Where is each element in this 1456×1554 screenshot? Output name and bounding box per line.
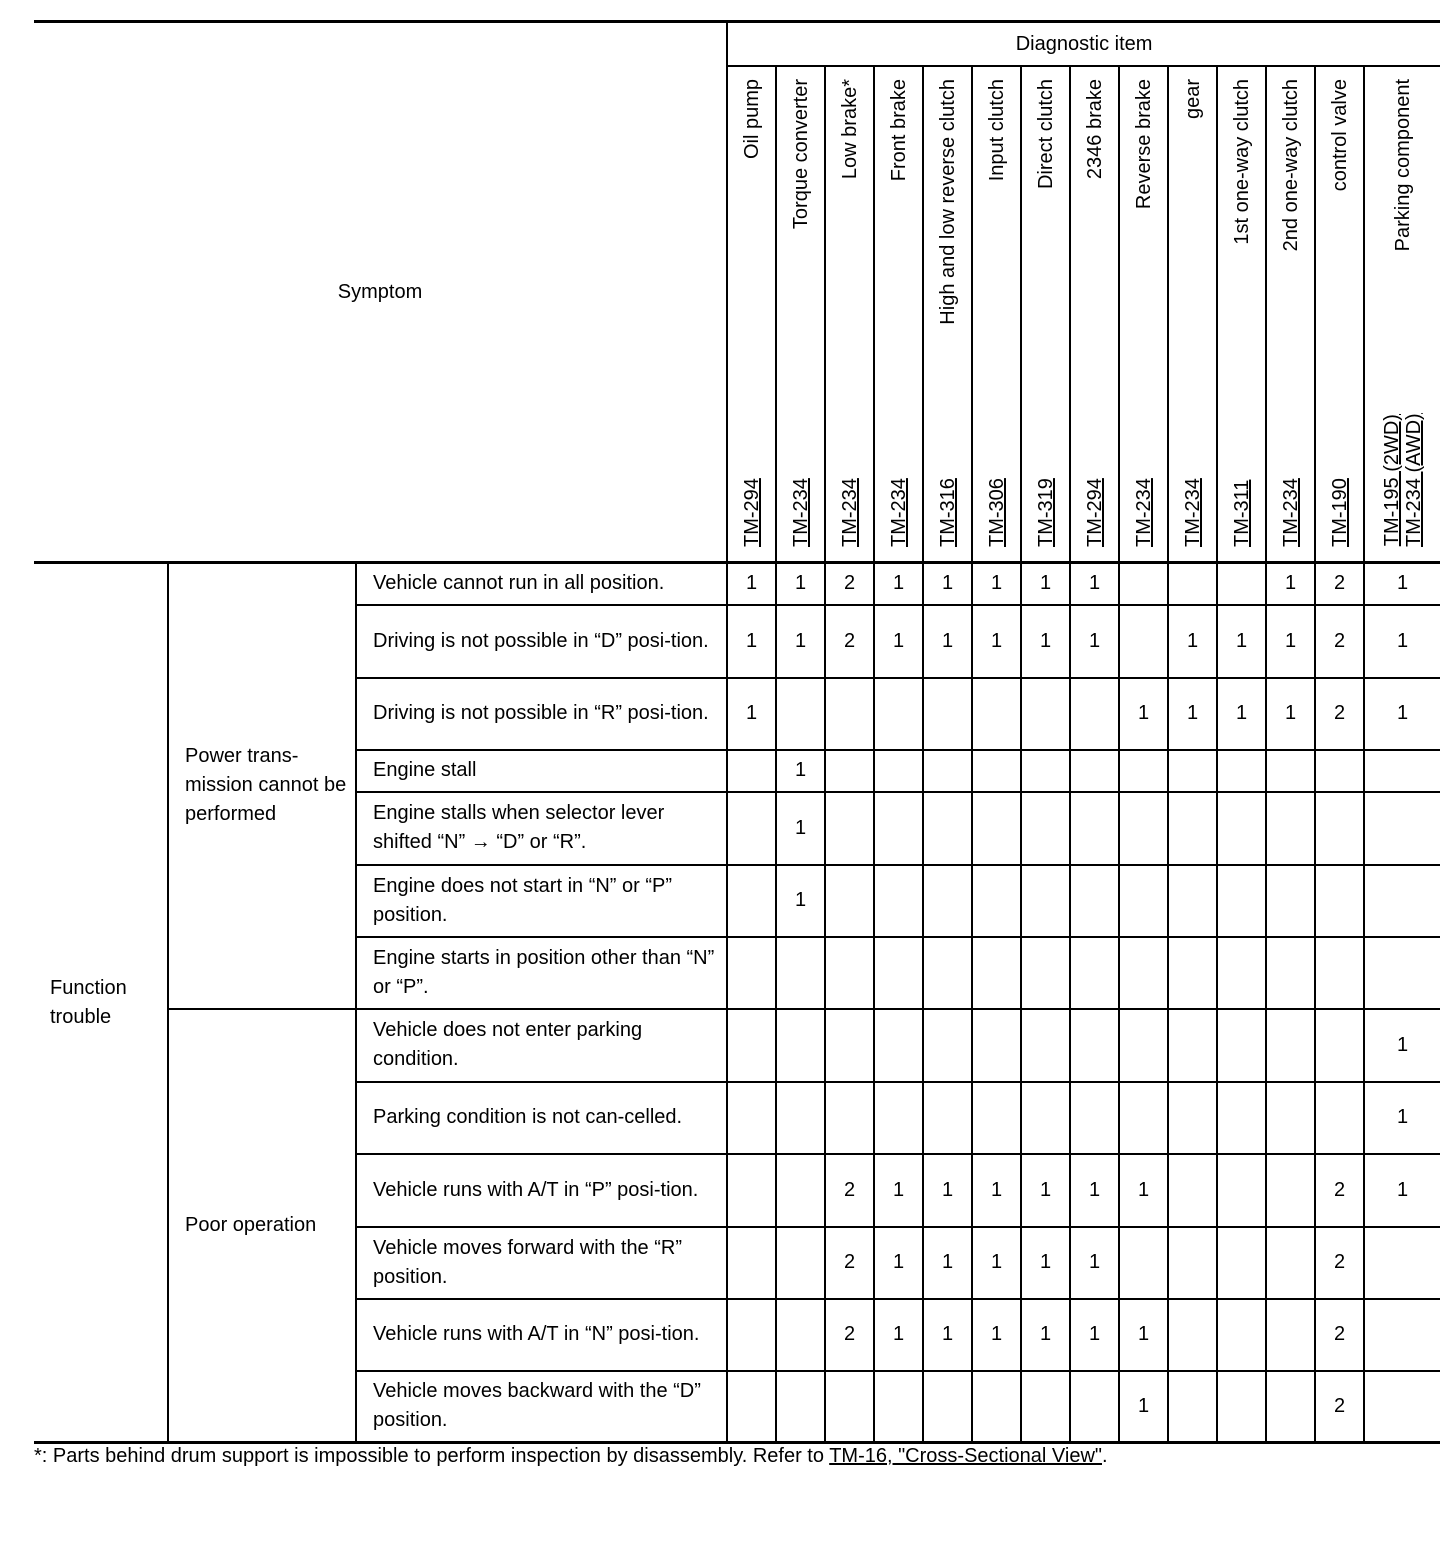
column-header bbox=[1217, 66, 1266, 563]
footnote-text: *: Parts behind drum support is impossible to perform inspection by disassembly. Refer to bbox=[34, 1445, 830, 1467]
diagnostic-value-cell bbox=[1217, 1299, 1266, 1371]
diagnostic-value-cell bbox=[1315, 750, 1364, 792]
diagnostic-value-cell: 2 bbox=[1315, 1371, 1364, 1443]
diagnostic-value-cell bbox=[923, 1009, 972, 1082]
diagnostic-value-cell: 1 bbox=[1021, 1154, 1070, 1227]
footnote-end: . bbox=[1102, 1445, 1108, 1467]
diagnostic-value-cell: 1 bbox=[1070, 1154, 1119, 1227]
diagnostic-value-cell bbox=[1168, 792, 1217, 865]
diagnostic-value-cell bbox=[1217, 792, 1266, 865]
diagnostic-value-cell bbox=[972, 865, 1021, 937]
diagnostic-value-cell: 1 bbox=[1119, 678, 1168, 750]
diagnostic-value-cell bbox=[825, 1009, 874, 1082]
diagnostic-value-cell: 1 bbox=[1364, 563, 1440, 605]
diagnostic-value-cell bbox=[1266, 1154, 1315, 1227]
diagnostic-value-cell bbox=[923, 865, 972, 937]
diagnostic-value-cell bbox=[972, 1371, 1021, 1443]
diagnostic-value-cell bbox=[727, 1371, 776, 1443]
diagnostic-value-cell bbox=[1168, 1009, 1217, 1082]
diagnostic-value-cell bbox=[1119, 792, 1168, 865]
diagnostic-value-cell: 1 bbox=[1364, 1009, 1440, 1082]
diagnostic-value-cell bbox=[776, 1154, 825, 1227]
symptom-text: Engine stall bbox=[356, 750, 727, 792]
diagnostic-value-cell: 1 bbox=[776, 865, 825, 937]
column-ref-link[interactable]: TM-234 bbox=[1280, 478, 1303, 547]
diagnostic-value-cell bbox=[1021, 792, 1070, 865]
diagnostic-value-cell: 1 bbox=[776, 605, 825, 678]
column-refs bbox=[1231, 480, 1253, 547]
diagnostic-value-cell: 1 bbox=[1070, 605, 1119, 678]
diagnostic-value-cell bbox=[1021, 937, 1070, 1009]
diagnostic-value-cell: 1 bbox=[874, 1299, 923, 1371]
diagnostic-value-cell bbox=[1021, 1082, 1070, 1154]
diagnostic-value-cell bbox=[1266, 1299, 1315, 1371]
diagnostic-value-cell bbox=[1070, 937, 1119, 1009]
diagnostic-value-cell: 1 bbox=[1217, 678, 1266, 750]
column-label: 1st one-way clutch bbox=[1231, 79, 1254, 245]
diagnostic-value-cell bbox=[727, 1009, 776, 1082]
diagnostic-value-cell: 2 bbox=[1315, 678, 1364, 750]
symptom-text: Driving is not possible in “D” posi-tion. bbox=[356, 605, 727, 678]
column-refs bbox=[741, 478, 763, 547]
symptom-text: Vehicle moves forward with the “R” position. bbox=[356, 1227, 727, 1299]
column-header bbox=[1119, 66, 1168, 563]
diagnostic-value-cell: 1 bbox=[1119, 1371, 1168, 1443]
column-header-rotated bbox=[1169, 67, 1217, 561]
diagnostic-value-cell bbox=[1070, 865, 1119, 937]
column-label: 2346 brake bbox=[1084, 79, 1107, 180]
diagnostic-value-cell bbox=[1217, 937, 1266, 1009]
diagnostic-value-cell bbox=[874, 1009, 923, 1082]
diagnostic-value-cell bbox=[825, 678, 874, 750]
diagnostic-value-cell: 1 bbox=[874, 1154, 923, 1227]
diagnostic-value-cell bbox=[1217, 1227, 1266, 1299]
diagnostic-value-cell bbox=[727, 1154, 776, 1227]
diagnostic-value-cell bbox=[1021, 865, 1070, 937]
column-refs bbox=[790, 478, 812, 547]
column-header bbox=[1070, 66, 1119, 563]
column-label: Low brake* bbox=[839, 79, 862, 180]
diagnostic-value-cell: 1 bbox=[1168, 678, 1217, 750]
diagnostic-value-cell: 1 bbox=[923, 563, 972, 605]
diagnostic-value-cell: 1 bbox=[1021, 1227, 1070, 1299]
column-label: Torque converter bbox=[790, 79, 813, 230]
symptom-text: Vehicle does not enter parking condition. bbox=[356, 1009, 727, 1082]
diagnostic-table-page bbox=[34, 20, 1436, 1444]
column-label: Parking component bbox=[1392, 79, 1415, 252]
column-refs bbox=[1329, 478, 1351, 547]
column-label: control valve bbox=[1329, 79, 1352, 192]
column-ref-link[interactable]: TM-234 bbox=[1182, 478, 1205, 547]
symptom-category: Power trans-mission cannot be performed bbox=[168, 563, 356, 1009]
column-header bbox=[776, 66, 825, 563]
diagnostic-value-cell bbox=[923, 678, 972, 750]
diagnostic-value-cell bbox=[1364, 792, 1440, 865]
diagnostic-value-cell bbox=[1168, 937, 1217, 1009]
column-refs bbox=[1182, 478, 1204, 547]
symptom-text: Engine starts in position other than “N” or “P”. bbox=[356, 937, 727, 1009]
diagnostic-value-cell bbox=[1364, 937, 1440, 1009]
diagnostic-value-cell bbox=[874, 792, 923, 865]
diagnostic-value-cell: 2 bbox=[825, 1299, 874, 1371]
diagnostic-value-cell: 1 bbox=[1070, 1299, 1119, 1371]
table-row bbox=[34, 1009, 1440, 1082]
column-header-rotated bbox=[826, 67, 874, 561]
diagnostic-value-cell: 1 bbox=[727, 678, 776, 750]
column-header-rotated bbox=[1071, 67, 1119, 561]
diagnostic-value-cell: 1 bbox=[1119, 1299, 1168, 1371]
column-ref-link[interactable]: TM-294 bbox=[1084, 478, 1107, 547]
column-refs bbox=[1133, 478, 1155, 547]
column-label: 2nd one-way clutch bbox=[1280, 79, 1303, 252]
diagnostic-value-cell bbox=[1364, 1371, 1440, 1443]
diagnostic-value-cell: 1 bbox=[1364, 678, 1440, 750]
diagnostic-value-cell bbox=[776, 678, 825, 750]
diagnostic-value-cell bbox=[1119, 1082, 1168, 1154]
diagnostic-value-cell bbox=[874, 1082, 923, 1154]
diagnostic-value-cell bbox=[972, 1082, 1021, 1154]
diagnostic-value-cell: 2 bbox=[1315, 1299, 1364, 1371]
column-ref-link[interactable]: TM-311 bbox=[1231, 479, 1254, 547]
symptom-text: Driving is not possible in “R” posi-tion. bbox=[356, 678, 727, 750]
diagnostic-value-cell bbox=[1021, 678, 1070, 750]
diagnostic-value-cell bbox=[1070, 750, 1119, 792]
diagnostic-value-cell bbox=[1168, 563, 1217, 605]
diagnostic-value-cell: 1 bbox=[972, 605, 1021, 678]
diagnostic-value-cell: 1 bbox=[776, 750, 825, 792]
column-refs bbox=[1280, 478, 1302, 547]
diagnostic-value-cell: 1 bbox=[1364, 1082, 1440, 1154]
diagnostic-table bbox=[34, 20, 1440, 1444]
symptom-header: Symptom bbox=[34, 22, 727, 563]
diagnostic-value-cell bbox=[874, 678, 923, 750]
diagnostic-value-cell bbox=[1315, 1009, 1364, 1082]
diagnostic-value-cell bbox=[972, 750, 1021, 792]
symptom-text: Vehicle runs with A/T in “P” posi-tion. bbox=[356, 1154, 727, 1227]
diagnostic-value-cell bbox=[874, 750, 923, 792]
diagnostic-value-cell bbox=[972, 678, 1021, 750]
diagnostic-value-cell bbox=[1266, 792, 1315, 865]
diagnostic-value-cell bbox=[776, 1299, 825, 1371]
column-refs bbox=[839, 478, 861, 547]
column-header bbox=[923, 66, 972, 563]
diagnostic-value-cell bbox=[1217, 563, 1266, 605]
diagnostic-value-cell bbox=[1364, 1227, 1440, 1299]
symptom-text: Vehicle cannot run in all position. bbox=[356, 563, 727, 605]
column-ref-link[interactable]: TM-316 bbox=[937, 478, 960, 547]
diagnostic-value-cell bbox=[727, 865, 776, 937]
diagnostic-value-cell bbox=[727, 792, 776, 865]
table-row bbox=[34, 563, 1440, 605]
column-ref-link[interactable]: TM-195 (2WD) bbox=[1381, 414, 1404, 547]
diagnostic-value-cell bbox=[825, 792, 874, 865]
column-label: Reverse brake bbox=[1133, 79, 1156, 210]
diagnostic-value-cell: 1 bbox=[923, 605, 972, 678]
diagnostic-value-cell bbox=[1168, 1371, 1217, 1443]
diagnostic-value-cell bbox=[1119, 750, 1168, 792]
column-header-rotated bbox=[1316, 67, 1364, 561]
column-ref-link[interactable]: TM-234 bbox=[839, 478, 862, 547]
column-header bbox=[1364, 66, 1440, 563]
diagnostic-value-cell bbox=[1070, 1082, 1119, 1154]
column-header-rotated bbox=[924, 67, 972, 561]
diagnostic-value-cell bbox=[1070, 678, 1119, 750]
diagnostic-value-cell bbox=[1119, 1227, 1168, 1299]
column-header-rotated bbox=[1267, 67, 1315, 561]
diagnostic-value-cell: 1 bbox=[1119, 1154, 1168, 1227]
column-ref-link[interactable]: TM-190 bbox=[1329, 478, 1352, 547]
diagnostic-value-cell bbox=[972, 937, 1021, 1009]
footnote bbox=[34, 1445, 1108, 1468]
diagnostic-value-cell: 2 bbox=[825, 563, 874, 605]
diagnostic-value-cell bbox=[1266, 937, 1315, 1009]
diagnostic-value-cell: 1 bbox=[1021, 563, 1070, 605]
diagnostic-value-cell bbox=[1119, 605, 1168, 678]
diagnostic-value-cell bbox=[1168, 750, 1217, 792]
column-header bbox=[1266, 66, 1315, 563]
diagnostic-value-cell bbox=[776, 1227, 825, 1299]
column-ref-link[interactable]: TM-306 bbox=[986, 478, 1009, 547]
diagnostic-value-cell: 1 bbox=[923, 1154, 972, 1227]
diagnostic-value-cell bbox=[1217, 750, 1266, 792]
diagnostic-value-cell bbox=[874, 937, 923, 1009]
column-ref-link[interactable]: TM-234 bbox=[790, 478, 813, 547]
column-refs bbox=[937, 478, 959, 547]
column-ref-link[interactable]: TM-234 bbox=[1133, 478, 1156, 547]
diagnostic-value-cell bbox=[825, 865, 874, 937]
column-header-rotated bbox=[728, 67, 776, 561]
diagnostic-value-cell: 1 bbox=[874, 605, 923, 678]
column-ref-link[interactable]: TM-234 bbox=[888, 478, 911, 547]
column-header bbox=[874, 66, 923, 563]
function-trouble-label: Function trouble bbox=[34, 563, 168, 1443]
column-header-rotated bbox=[1218, 67, 1266, 561]
column-header-rotated bbox=[1022, 67, 1070, 561]
column-label: Oil pump bbox=[741, 79, 764, 160]
diagnostic-value-cell bbox=[727, 937, 776, 1009]
diagnostic-value-cell bbox=[1266, 1082, 1315, 1154]
header-row-diagnostic bbox=[34, 22, 1440, 67]
diagnostic-value-cell bbox=[1070, 1009, 1119, 1082]
diagnostic-item-header: Diagnostic item bbox=[727, 22, 1440, 67]
diagnostic-value-cell bbox=[923, 750, 972, 792]
column-refs bbox=[1035, 478, 1057, 547]
diagnostic-value-cell bbox=[1168, 1082, 1217, 1154]
diagnostic-value-cell: 1 bbox=[1266, 678, 1315, 750]
diagnostic-value-cell bbox=[1266, 1009, 1315, 1082]
diagnostic-value-cell bbox=[972, 1009, 1021, 1082]
diagnostic-value-cell bbox=[874, 865, 923, 937]
diagnostic-value-cell: 1 bbox=[776, 792, 825, 865]
diagnostic-value-cell: 2 bbox=[1315, 605, 1364, 678]
column-header bbox=[972, 66, 1021, 563]
diagnostic-value-cell bbox=[972, 792, 1021, 865]
diagnostic-value-cell bbox=[1168, 1154, 1217, 1227]
diagnostic-value-cell: 1 bbox=[1021, 605, 1070, 678]
diagnostic-value-cell bbox=[776, 1082, 825, 1154]
diagnostic-value-cell bbox=[1021, 1371, 1070, 1443]
diagnostic-value-cell: 1 bbox=[1070, 563, 1119, 605]
symptom-text: Vehicle runs with A/T in “N” posi-tion. bbox=[356, 1299, 727, 1371]
symptom-text: Parking condition is not can-celled. bbox=[356, 1082, 727, 1154]
diagnostic-value-cell bbox=[727, 1082, 776, 1154]
diagnostic-value-cell bbox=[1168, 1227, 1217, 1299]
column-ref-link[interactable]: TM-234 (AWD) bbox=[1403, 413, 1426, 547]
diagnostic-value-cell bbox=[1021, 750, 1070, 792]
diagnostic-value-cell bbox=[825, 1371, 874, 1443]
column-label: Input clutch bbox=[986, 79, 1009, 182]
diagnostic-value-cell: 1 bbox=[923, 1227, 972, 1299]
diagnostic-value-cell bbox=[1168, 1299, 1217, 1371]
diagnostic-value-cell: 2 bbox=[825, 1227, 874, 1299]
column-header-rotated bbox=[973, 67, 1021, 561]
column-refs bbox=[1381, 413, 1425, 547]
diagnostic-value-cell: 1 bbox=[874, 1227, 923, 1299]
diagnostic-value-cell bbox=[1315, 937, 1364, 1009]
symptom-text: Engine does not start in “N” or “P” position. bbox=[356, 865, 727, 937]
diagnostic-value-cell bbox=[1364, 865, 1440, 937]
column-header-rotated bbox=[1365, 67, 1441, 561]
column-header bbox=[1168, 66, 1217, 563]
diagnostic-value-cell bbox=[874, 1371, 923, 1443]
diagnostic-value-cell: 1 bbox=[972, 563, 1021, 605]
diagnostic-value-cell bbox=[1364, 750, 1440, 792]
column-refs bbox=[888, 478, 910, 547]
diagnostic-value-cell: 1 bbox=[1021, 1299, 1070, 1371]
column-header bbox=[1315, 66, 1364, 563]
diagnostic-value-cell bbox=[1168, 865, 1217, 937]
column-header-rotated bbox=[875, 67, 923, 561]
diagnostic-value-cell bbox=[923, 792, 972, 865]
column-header-rotated bbox=[1120, 67, 1168, 561]
diagnostic-value-cell bbox=[727, 750, 776, 792]
diagnostic-value-cell: 1 bbox=[1266, 563, 1315, 605]
diagnostic-value-cell bbox=[727, 1299, 776, 1371]
diagnostic-value-cell: 1 bbox=[1364, 1154, 1440, 1227]
diagnostic-value-cell: 1 bbox=[923, 1299, 972, 1371]
diagnostic-value-cell: 1 bbox=[727, 563, 776, 605]
diagnostic-value-cell: 1 bbox=[972, 1154, 1021, 1227]
diagnostic-value-cell bbox=[825, 937, 874, 1009]
diagnostic-value-cell bbox=[776, 1371, 825, 1443]
diagnostic-value-cell bbox=[1119, 865, 1168, 937]
diagnostic-value-cell bbox=[1119, 1009, 1168, 1082]
diagnostic-value-cell bbox=[1217, 1082, 1266, 1154]
diagnostic-value-cell bbox=[1266, 1227, 1315, 1299]
symptom-category: Poor operation bbox=[168, 1009, 356, 1443]
diagnostic-value-cell bbox=[1217, 1009, 1266, 1082]
diagnostic-value-cell: 1 bbox=[1168, 605, 1217, 678]
diagnostic-value-cell: 1 bbox=[972, 1227, 1021, 1299]
diagnostic-value-cell bbox=[1364, 1299, 1440, 1371]
diagnostic-value-cell: 1 bbox=[972, 1299, 1021, 1371]
diagnostic-value-cell bbox=[776, 1009, 825, 1082]
footnote-link[interactable]: TM-16, "Cross-Sectional View" bbox=[829, 1445, 1102, 1467]
diagnostic-value-cell bbox=[776, 937, 825, 1009]
diagnostic-value-cell bbox=[1266, 750, 1315, 792]
diagnostic-value-cell bbox=[1119, 937, 1168, 1009]
diagnostic-value-cell bbox=[1217, 1154, 1266, 1227]
diagnostic-value-cell bbox=[1021, 1009, 1070, 1082]
diagnostic-value-cell: 2 bbox=[825, 1154, 874, 1227]
symptom-text: Vehicle moves backward with the “D” position. bbox=[356, 1371, 727, 1443]
column-header-rotated bbox=[777, 67, 825, 561]
column-refs bbox=[986, 478, 1008, 547]
diagnostic-value-cell bbox=[825, 750, 874, 792]
diagnostic-value-cell: 1 bbox=[1217, 605, 1266, 678]
diagnostic-value-cell: 1 bbox=[776, 563, 825, 605]
diagnostic-value-cell: 1 bbox=[1266, 605, 1315, 678]
column-ref-link[interactable]: TM-294 bbox=[741, 478, 764, 547]
diagnostic-value-cell bbox=[1315, 792, 1364, 865]
diagnostic-value-cell bbox=[1266, 865, 1315, 937]
column-header bbox=[825, 66, 874, 563]
diagnostic-value-cell: 2 bbox=[1315, 1154, 1364, 1227]
diagnostic-value-cell bbox=[1315, 865, 1364, 937]
column-label: High and low reverse clutch bbox=[937, 79, 960, 325]
diagnostic-value-cell bbox=[825, 1082, 874, 1154]
diagnostic-value-cell bbox=[1217, 1371, 1266, 1443]
diagnostic-value-cell: 1 bbox=[727, 605, 776, 678]
diagnostic-value-cell: 1 bbox=[1364, 605, 1440, 678]
diagnostic-value-cell bbox=[1119, 563, 1168, 605]
column-refs bbox=[1084, 478, 1106, 547]
column-header bbox=[1021, 66, 1070, 563]
diagnostic-value-cell bbox=[1070, 1371, 1119, 1443]
diagnostic-value-cell: 2 bbox=[1315, 563, 1364, 605]
diagnostic-value-cell bbox=[923, 1371, 972, 1443]
diagnostic-value-cell: 1 bbox=[1070, 1227, 1119, 1299]
diagnostic-value-cell: 2 bbox=[825, 605, 874, 678]
diagnostic-value-cell bbox=[923, 937, 972, 1009]
column-header bbox=[727, 66, 776, 563]
diagnostic-value-cell bbox=[1266, 1371, 1315, 1443]
diagnostic-value-cell bbox=[1217, 865, 1266, 937]
column-ref-link[interactable]: TM-319 bbox=[1035, 478, 1058, 547]
diagnostic-value-cell bbox=[1070, 792, 1119, 865]
diagnostic-value-cell: 2 bbox=[1315, 1227, 1364, 1299]
column-label: Front brake bbox=[888, 79, 911, 182]
diagnostic-value-cell: 1 bbox=[874, 563, 923, 605]
diagnostic-value-cell bbox=[1315, 1082, 1364, 1154]
diagnostic-value-cell bbox=[923, 1082, 972, 1154]
symptom-text: Engine stalls when selector lever shifted “N” → “D” or “R”. bbox=[356, 792, 727, 865]
column-label: gear bbox=[1182, 79, 1205, 120]
column-label: Direct clutch bbox=[1035, 79, 1058, 190]
diagnostic-value-cell bbox=[727, 1227, 776, 1299]
